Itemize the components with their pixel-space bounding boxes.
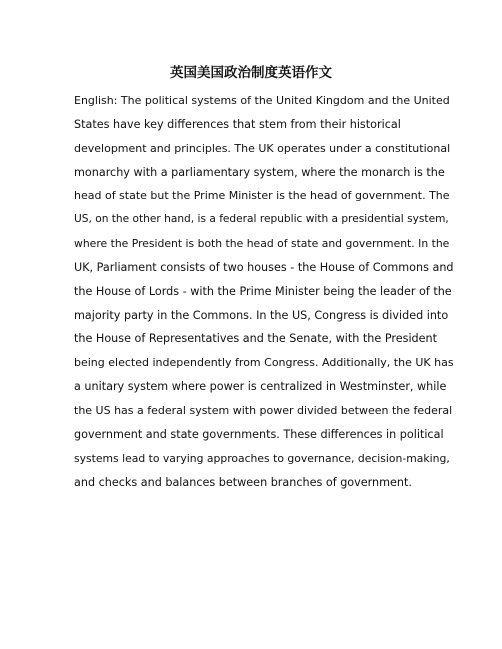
body-line: the US has a federal system with power divided between the federal: [74, 403, 453, 417]
body-line: US, on the other hand, is a federal republic with a presidential system,: [74, 213, 449, 226]
body-line: government and state governments. These differences in political: [74, 427, 444, 441]
body-line: systems lead to varying approaches to governance, decision-making,: [74, 451, 450, 465]
body-line: English: The political systems of the United Kingdom and the United: [74, 94, 450, 107]
body-line: monarchy with a parliamentary system, where the monarch is the: [74, 165, 445, 179]
body-line: UK, Parliament consists of two houses - the House of Commons and: [74, 260, 454, 274]
body-line: States have key differences that stem from their historical: [74, 117, 401, 131]
document-body: [74, 89, 454, 494]
body-line: the House of Representatives and the Senate, with the President: [74, 332, 438, 346]
body-line: and checks and balances between branches of government.: [74, 475, 412, 489]
body-line: the House of Lords - with the Prime Minister being the leader of the: [74, 284, 452, 298]
body-line: majority party in the Commons. In the US, Congress is divided into: [74, 308, 449, 322]
body-line: head of state but the Prime Minister is the head of government. The: [74, 189, 450, 203]
body-line: being elected independently from Congress. Additionally, the UK has: [74, 356, 454, 370]
body-line: development and principles. The UK operates under a constitutional: [74, 141, 451, 155]
body-line: where the President is both the head of state and government. In the: [74, 237, 450, 251]
body-line: a unitary system where power is centralized in Westminster, while: [74, 380, 447, 394]
document-title: 英国美国政治制度英语作文: [170, 65, 332, 81]
